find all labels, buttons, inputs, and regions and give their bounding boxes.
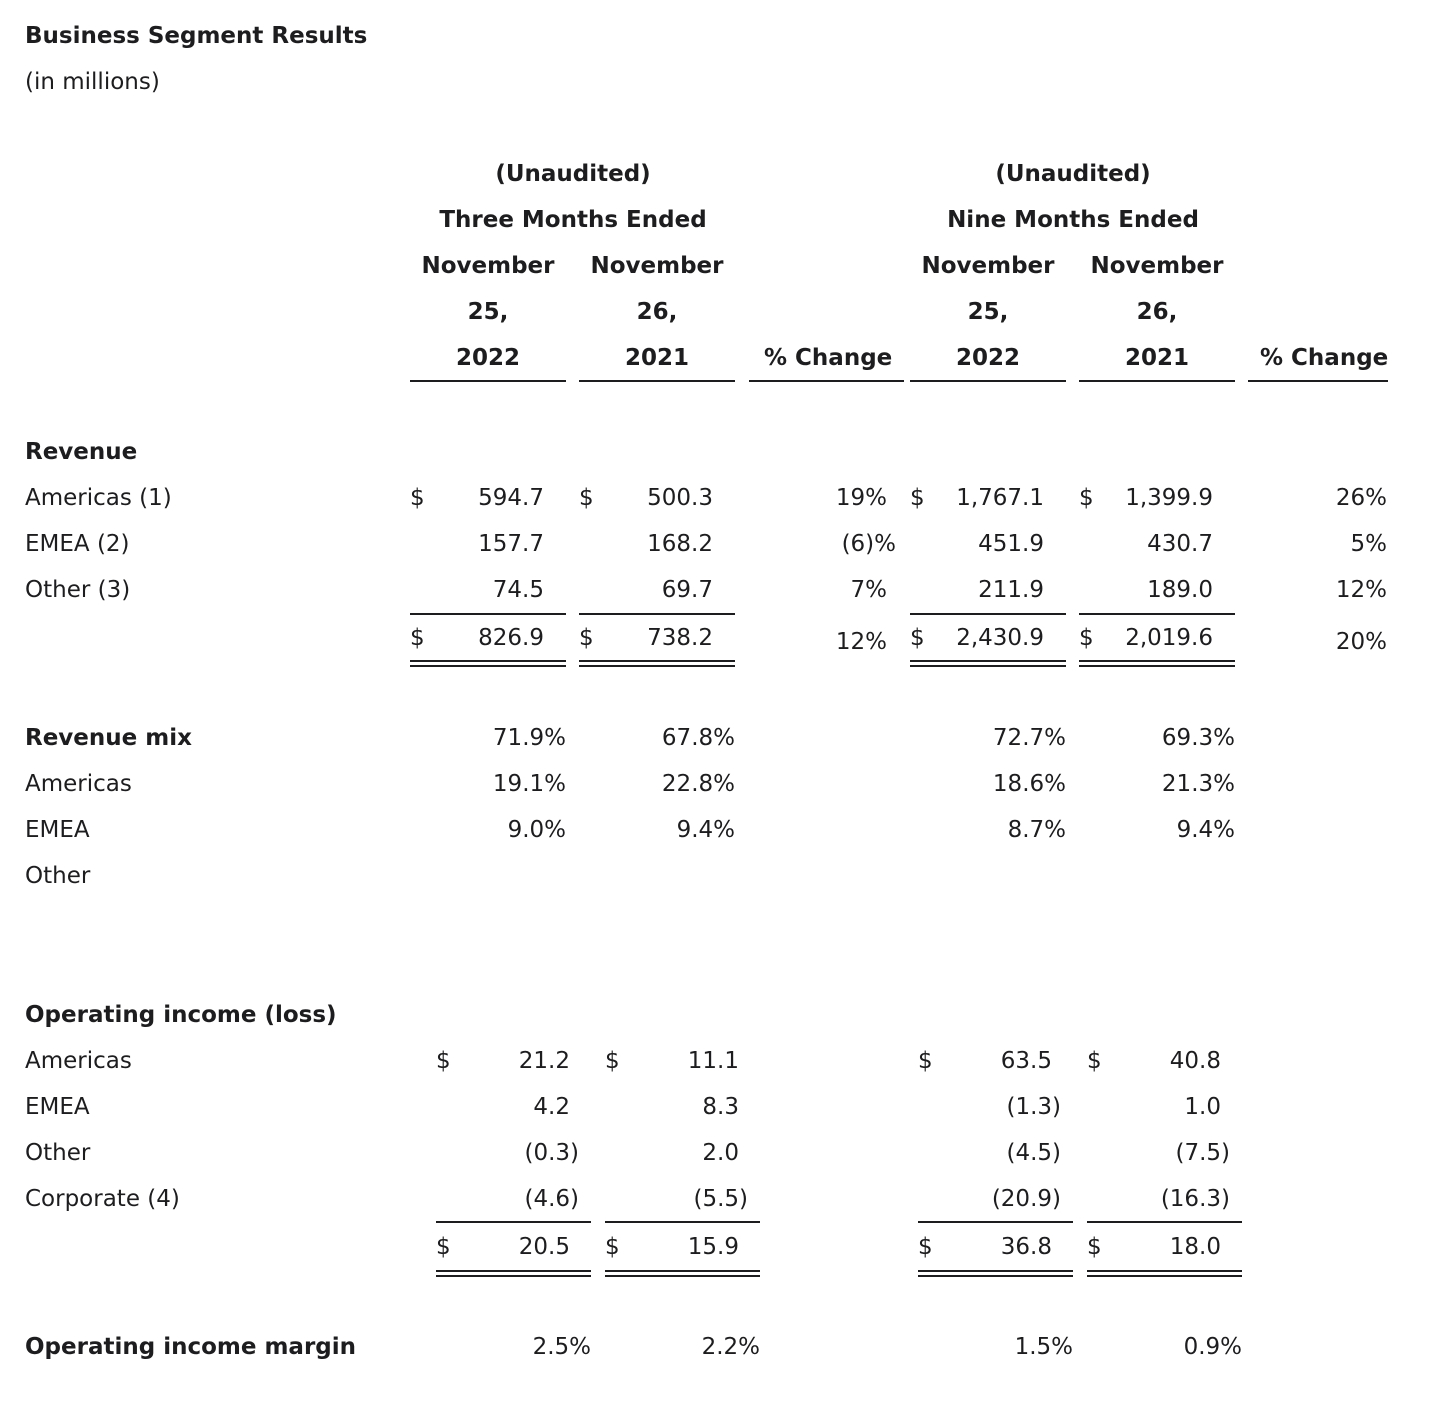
three-months-unaudited-header: (Unaudited) (495, 161, 651, 187)
total-double-underline (910, 660, 1066, 667)
revenue-q21-value: 168.2 (647, 531, 713, 557)
currency-symbol: $ (918, 1048, 933, 1074)
revenue-q21-value: 500.3 (647, 485, 713, 511)
oi-n21-value: 40.8 (1169, 1048, 1221, 1074)
oi-total-n22: 36.8 (1000, 1234, 1052, 1260)
q22-header-day: 25, (467, 299, 509, 325)
header-underline (579, 380, 735, 382)
q21-header-month: November (590, 253, 724, 279)
revenue-mix-section-label: Revenue mix (25, 725, 192, 751)
n-pct-change-header: % Change (1260, 345, 1389, 371)
currency-symbol: $ (605, 1048, 620, 1074)
total-double-underline (918, 1270, 1073, 1277)
oi-row-label: Other (25, 1140, 91, 1166)
mix-row-label: Americas (25, 771, 132, 797)
q22-header-month: November (421, 253, 555, 279)
currency-symbol: $ (410, 485, 425, 511)
revenue-n21-value: 1,399.9 (1125, 485, 1213, 511)
n22-header-month: November (921, 253, 1055, 279)
oi-n22-value: 63.5 (1000, 1048, 1052, 1074)
currency-symbol: $ (1087, 1234, 1102, 1260)
currency-symbol: $ (436, 1234, 451, 1260)
currency-symbol: $ (579, 485, 594, 511)
oi-n21-value: (7.5) (1175, 1140, 1230, 1166)
oi-row-label: EMEA (25, 1094, 90, 1120)
mix-n21-value: 9.4% (1176, 817, 1235, 843)
oi-q21-value: 2.0 (702, 1140, 739, 1166)
subtotal-line (918, 1221, 1073, 1223)
currency-symbol: $ (436, 1048, 451, 1074)
oi-total-q21: 15.9 (687, 1234, 739, 1260)
oi-n22-value: (20.9) (991, 1186, 1061, 1212)
oi-q22-value: 4.2 (533, 1094, 570, 1120)
revenue-n21-value: 430.7 (1147, 531, 1213, 557)
oi-row-label: Americas (25, 1048, 132, 1074)
subtotal-line (436, 1221, 591, 1223)
n21-header-day: 26, (1136, 299, 1178, 325)
total-double-underline (410, 660, 566, 667)
oi-q21-value: 11.1 (687, 1048, 739, 1074)
oi-q22-value: (4.6) (524, 1186, 579, 1212)
revenue-q22-value: 157.7 (478, 531, 544, 557)
margin-n21-value: 0.9% (1183, 1334, 1242, 1360)
revenue-total-q21: 738.2 (647, 625, 713, 651)
revenue-q-change: 7% (850, 577, 887, 603)
oi-n22-value: (1.3) (1006, 1094, 1061, 1120)
oi-n22-value: (4.5) (1006, 1140, 1061, 1166)
header-underline (410, 380, 566, 382)
q21-header-year: 2021 (624, 345, 689, 371)
oi-n21-value: 1.0 (1184, 1094, 1221, 1120)
oi-n21-value: (16.3) (1160, 1186, 1230, 1212)
currency-symbol: $ (910, 485, 925, 511)
mix-n22-value: 18.6% (992, 771, 1066, 797)
header-underline (1079, 380, 1235, 382)
revenue-n22-value: 1,767.1 (956, 485, 1044, 511)
q-pct-change-header: % Change (764, 345, 893, 371)
mix-q21-value: 22.8% (661, 771, 735, 797)
total-double-underline (1087, 1270, 1242, 1277)
currency-symbol: $ (1079, 625, 1094, 651)
revenue-row-label: EMEA (2) (25, 531, 130, 557)
oi-row-label: Corporate (4) (25, 1186, 180, 1212)
revenue-n-change: 12% (1335, 577, 1387, 603)
nine-months-header: Nine Months Ended (947, 207, 1199, 233)
subtotal-line (410, 613, 566, 615)
three-months-header: Three Months Ended (439, 207, 707, 233)
revenue-n22-value: 211.9 (978, 577, 1044, 603)
revenue-row-label: Other (3) (25, 577, 131, 603)
page-subtitle: (in millions) (25, 69, 160, 95)
mix-n21-value: 21.3% (1161, 771, 1235, 797)
revenue-n21-value: 189.0 (1147, 577, 1213, 603)
revenue-q22-value: 594.7 (478, 485, 544, 511)
mix-n21-value: 69.3% (1161, 725, 1235, 751)
n22-header-day: 25, (967, 299, 1009, 325)
nine-months-unaudited-header: (Unaudited) (995, 161, 1151, 187)
currency-symbol: $ (605, 1234, 620, 1260)
total-double-underline (436, 1270, 591, 1277)
total-double-underline (579, 660, 735, 667)
mix-n22-value: 72.7% (992, 725, 1066, 751)
mix-row-label: EMEA (25, 817, 90, 843)
revenue-total-q22: 826.9 (478, 625, 544, 651)
header-underline (910, 380, 1066, 382)
revenue-n-change: 5% (1350, 531, 1387, 557)
mix-q21-value: 67.8% (661, 725, 735, 751)
revenue-row-label: Americas (1) (25, 485, 172, 511)
oi-total-q22: 20.5 (518, 1234, 570, 1260)
revenue-total-q-change: 12% (835, 629, 887, 655)
q21-header-day: 26, (636, 299, 678, 325)
subtotal-line (579, 613, 735, 615)
page-title: Business Segment Results (25, 23, 368, 49)
mix-n22-value: 8.7% (1007, 817, 1066, 843)
subtotal-line (910, 613, 1066, 615)
subtotal-line (1079, 613, 1235, 615)
revenue-total-n-change: 20% (1335, 629, 1387, 655)
q22-header-year: 2022 (455, 345, 520, 371)
currency-symbol: $ (918, 1234, 933, 1260)
n21-header-year: 2021 (1124, 345, 1189, 371)
oi-q21-value: (5.5) (693, 1186, 748, 1212)
mix-q22-value: 71.9% (492, 725, 566, 751)
mix-q21-value: 9.4% (676, 817, 735, 843)
revenue-q22-value: 74.5 (492, 577, 544, 603)
revenue-total-n22: 2,430.9 (956, 625, 1044, 651)
operating-margin-label: Operating income margin (25, 1334, 357, 1360)
currency-symbol: $ (579, 625, 594, 651)
oi-total-n21: 18.0 (1169, 1234, 1221, 1260)
n22-header-year: 2022 (955, 345, 1020, 371)
oi-q22-value: 21.2 (518, 1048, 570, 1074)
revenue-q-change: (6)% (841, 531, 896, 557)
oi-q21-value: 8.3 (702, 1094, 739, 1120)
oi-q22-value: (0.3) (524, 1140, 579, 1166)
total-double-underline (605, 1270, 760, 1277)
currency-symbol: $ (1087, 1048, 1102, 1074)
operating-income-section-label: Operating income (loss) (25, 1002, 337, 1028)
header-underline (749, 380, 904, 382)
margin-q22-value: 2.5% (532, 1334, 591, 1360)
subtotal-line (605, 1221, 760, 1223)
currency-symbol: $ (1079, 485, 1094, 511)
revenue-total-n21: 2,019.6 (1125, 625, 1213, 651)
revenue-n22-value: 451.9 (978, 531, 1044, 557)
margin-q21-value: 2.2% (701, 1334, 760, 1360)
revenue-q21-value: 69.7 (661, 577, 713, 603)
revenue-n-change: 26% (1335, 485, 1387, 511)
revenue-section-label: Revenue (25, 439, 138, 465)
revenue-q-change: 19% (835, 485, 887, 511)
subtotal-line (1087, 1221, 1242, 1223)
currency-symbol: $ (410, 625, 425, 651)
total-double-underline (1079, 660, 1235, 667)
mix-q22-value: 9.0% (507, 817, 566, 843)
mix-q22-value: 19.1% (492, 771, 566, 797)
mix-row-label: Other (25, 863, 91, 889)
header-underline (1248, 380, 1388, 382)
n21-header-month: November (1090, 253, 1224, 279)
currency-symbol: $ (910, 625, 925, 651)
margin-n22-value: 1.5% (1014, 1334, 1073, 1360)
